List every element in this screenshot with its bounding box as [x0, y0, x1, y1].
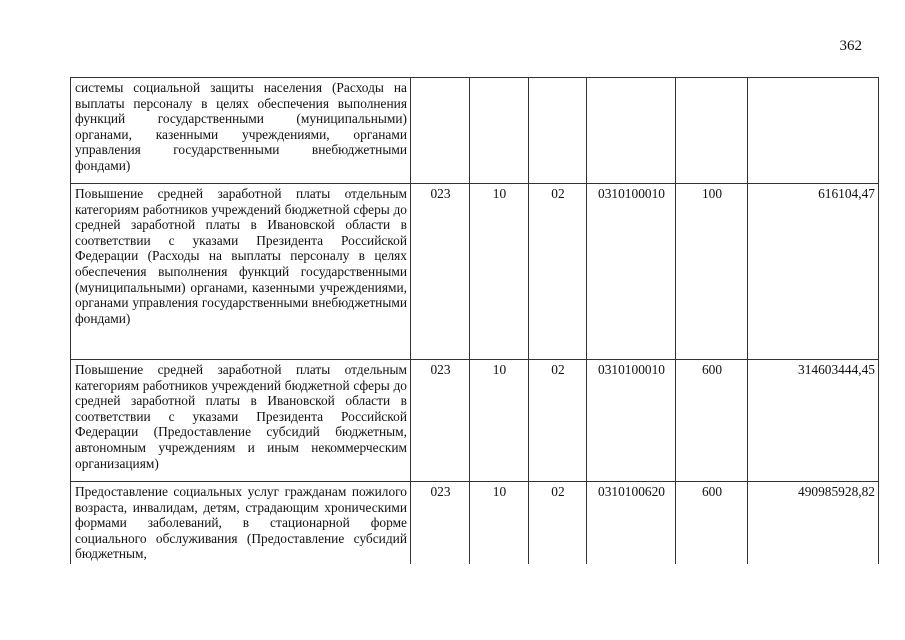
target-article-code: 0310100620	[587, 482, 676, 565]
amount: 314603444,45	[748, 360, 879, 482]
row-description: Повышение средней заработной платы отдельным категориям работников учреждений бюджетной сферы до средней заработной платы в Ивановской области в соответствии с указами Президента Российской Федерации (Расходы на выплаты персоналу в целях обеспечения выполнения функций государственными (муниципальными) органами, казенными учреждениями, органами управления государственными внебюджетными фондами)	[71, 184, 411, 360]
row-description: Предоставление социальных услуг гражданам пожилого возраста, инвалидам, детям, страдающим хроническими формами заболеваний, в стационарной форме социального обслуживания (Предоставление субсидий бюджетным,	[71, 482, 411, 565]
section-code	[470, 78, 529, 184]
section-code: 10	[470, 482, 529, 565]
expense-type-code: 600	[676, 360, 748, 482]
section-code: 10	[470, 360, 529, 482]
expense-type-code: 100	[676, 184, 748, 360]
subsection-code: 02	[529, 360, 587, 482]
ministry-code	[411, 78, 470, 184]
expense-type-code	[676, 78, 748, 184]
budget-table	[70, 77, 879, 564]
page-number: 362	[839, 38, 862, 54]
ministry-code: 023	[411, 184, 470, 360]
row-description: Повышение средней заработной платы отдельным категориям работников учреждений бюджетной сферы до средней заработной платы в Ивановской области в соответствии с указами Президента Российской Федерации (Предоставление субсидий бюджетным, автономным учреждениям и иным некоммерческим организациям)	[71, 360, 411, 482]
amount	[748, 78, 879, 184]
amount: 490985928,82	[748, 482, 879, 565]
target-article-code	[587, 78, 676, 184]
table-row	[71, 78, 879, 184]
ministry-code: 023	[411, 360, 470, 482]
row-description: системы социальной защиты населения (Расходы на выплаты персоналу в целях обеспечения выполнения функций государственными (муниципальными) органами, казенными учреждениями, органами управления государственными внебюджетными фондами)	[71, 78, 411, 184]
subsection-code: 02	[529, 184, 587, 360]
expense-type-code: 600	[676, 482, 748, 565]
amount: 616104,47	[748, 184, 879, 360]
target-article-code: 0310100010	[587, 184, 676, 360]
section-code: 10	[470, 184, 529, 360]
target-article-code: 0310100010	[587, 360, 676, 482]
table-row	[71, 360, 879, 482]
subsection-code: 02	[529, 482, 587, 565]
table-row	[71, 184, 879, 360]
table-row	[71, 482, 879, 565]
ministry-code: 023	[411, 482, 470, 565]
subsection-code	[529, 78, 587, 184]
